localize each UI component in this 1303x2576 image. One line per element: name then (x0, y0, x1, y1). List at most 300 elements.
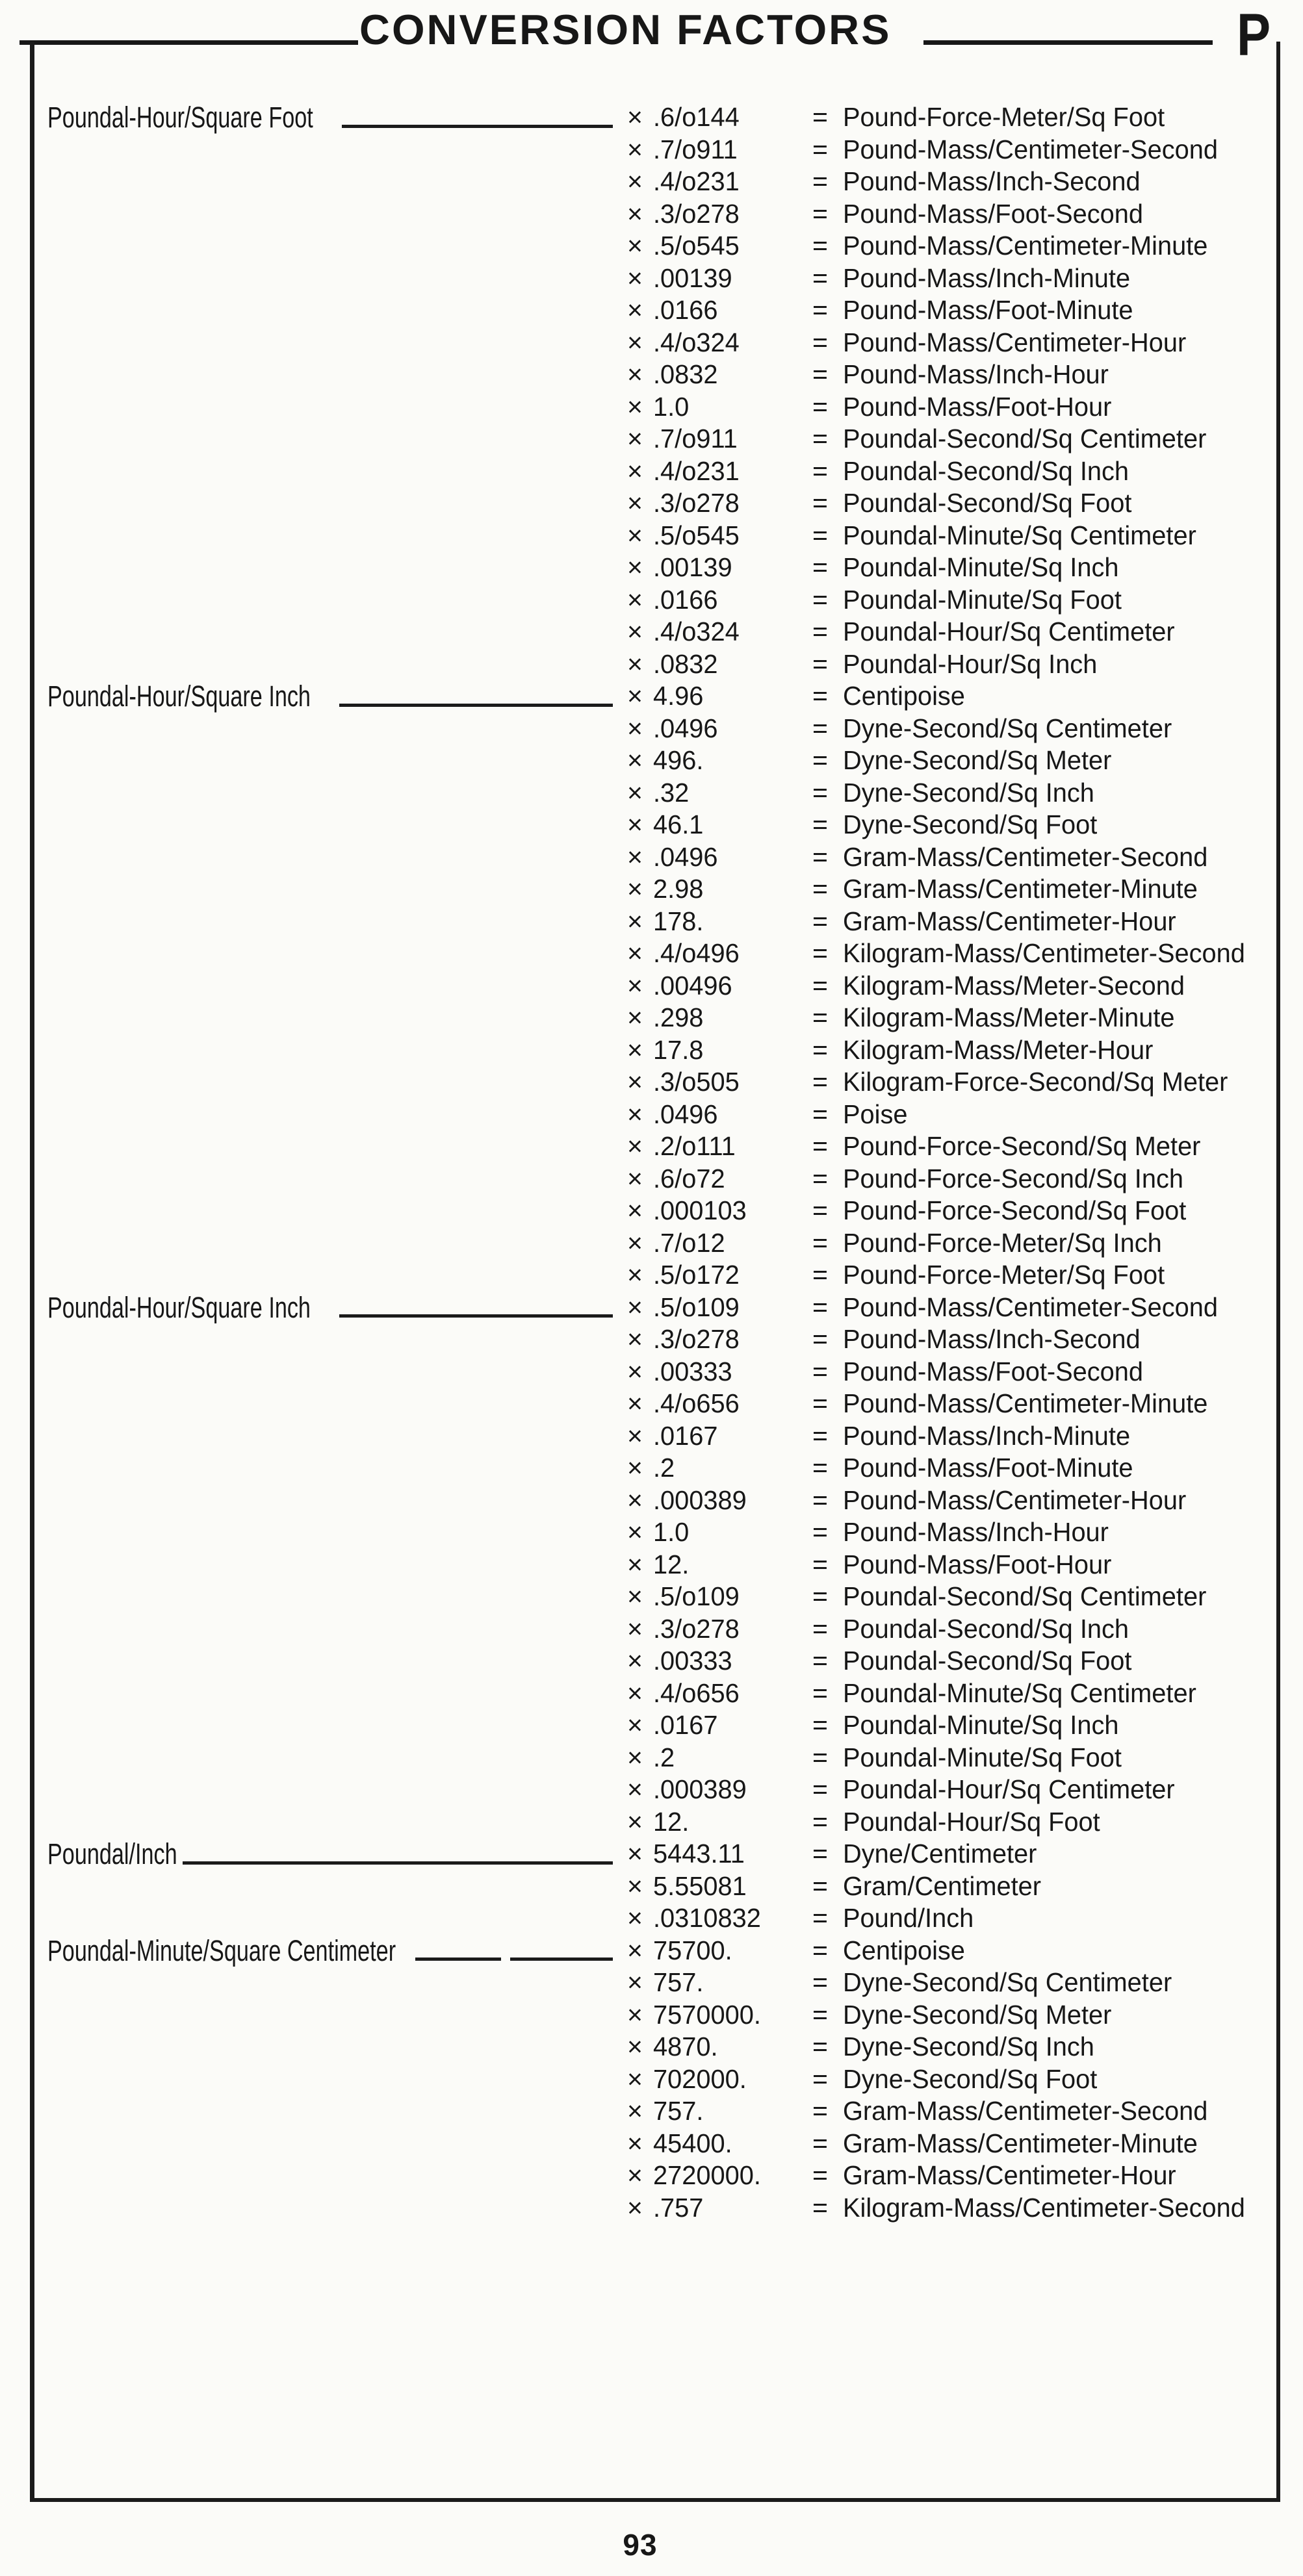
multiply-sign: × (627, 1839, 643, 1868)
factor-cell (627, 1099, 812, 1131)
section-label: Poundal-Minute/Square Centimeter (47, 1934, 396, 1967)
table-row (47, 680, 1276, 713)
unit-cell (812, 1838, 1276, 1870)
factor-cell (627, 648, 812, 681)
factor-value: .7/o911 (653, 134, 738, 164)
row-label-cell (47, 1099, 627, 1131)
factor-value: .4/o231 (653, 166, 740, 196)
multiply-sign: × (627, 391, 643, 422)
row-label-cell (47, 1838, 627, 1870)
factor-cell (627, 1581, 812, 1613)
multiply-sign: × (627, 424, 643, 453)
label-underline (339, 1314, 613, 1318)
factor-cell (627, 1452, 812, 1485)
factor-value: 5443.11 (653, 1839, 745, 1868)
unit-value: Pound-Mass/Foot-Minute (843, 295, 1133, 325)
table-row (47, 1163, 1276, 1195)
multiply-sign: × (627, 1260, 643, 1290)
row-label-cell (47, 2095, 627, 2128)
unit-value: Pound-Force-Meter/Sq Inch (843, 1227, 1162, 1258)
equals-sign: = (812, 648, 828, 679)
equals-sign: = (812, 1581, 828, 1611)
unit-value: Poundal-Second/Sq Inch (843, 455, 1129, 486)
table-row (47, 2095, 1276, 2128)
multiply-sign: × (627, 1485, 643, 1515)
unit-value: Pound/Inch (843, 1903, 974, 1933)
table-row (47, 166, 1276, 198)
row-label-cell (47, 101, 627, 134)
row-label-cell (47, 359, 627, 391)
multiply-sign: × (627, 359, 643, 389)
multiply-sign: × (627, 1034, 643, 1065)
multiply-sign: × (627, 552, 643, 582)
row-label-cell (47, 616, 627, 648)
factor-value: 702000. (653, 2063, 747, 2094)
row-label-cell (47, 1677, 627, 1710)
unit-cell (812, 648, 1276, 681)
equals-sign: = (812, 1002, 828, 1032)
factor-cell (627, 1195, 812, 1227)
factor-cell (627, 552, 812, 584)
factor-value: .0167 (653, 1420, 718, 1451)
factor-cell (627, 841, 812, 874)
equals-sign: = (812, 1903, 828, 1933)
row-label-cell (47, 713, 627, 745)
multiply-sign: × (627, 327, 643, 357)
unit-cell (812, 937, 1276, 970)
table-row (47, 262, 1276, 295)
equals-sign: = (812, 2032, 828, 2061)
multiply-sign: × (627, 1163, 643, 1193)
multiply-sign: × (627, 1324, 643, 1354)
row-label-cell (47, 2192, 627, 2225)
unit-value: Dyne/Centimeter (843, 1839, 1037, 1868)
equals-sign: = (812, 1870, 828, 1901)
equals-sign: = (812, 584, 828, 615)
unit-cell (812, 552, 1276, 584)
equals-sign: = (812, 970, 828, 1001)
row-label-cell (47, 1774, 627, 1806)
equals-sign: = (812, 1227, 828, 1258)
unit-cell (812, 2192, 1276, 2225)
multiply-sign: × (627, 617, 643, 646)
equals-sign: = (812, 2063, 828, 2094)
row-label-cell (47, 745, 627, 777)
equals-sign: = (812, 617, 828, 646)
factor-cell (627, 1356, 812, 1388)
row-label-cell (47, 2160, 627, 2192)
factor-value: .7/o12 (653, 1227, 725, 1258)
unit-value: Kilogram-Mass/Centimeter-Second (843, 2192, 1245, 2223)
equals-sign: = (812, 1195, 828, 1225)
factor-value: .4/o656 (653, 1677, 740, 1708)
unit-cell (812, 584, 1276, 617)
factor-cell (627, 230, 812, 262)
unit-value: Pound-Force-Meter/Sq Foot (843, 1260, 1165, 1290)
unit-value: Kilogram-Force-Second/Sq Meter (843, 1067, 1228, 1097)
row-label-cell (47, 2128, 627, 2160)
unit-value: Gram-Mass/Centimeter-Second (843, 841, 1208, 872)
factor-value: 75700. (653, 1935, 732, 1965)
unit-cell (812, 487, 1276, 520)
unit-value: Poise (843, 1099, 908, 1129)
factor-value: .5/o109 (653, 1581, 740, 1611)
multiply-sign: × (627, 231, 643, 261)
unit-cell (812, 1485, 1276, 1517)
unit-cell (812, 2063, 1276, 2096)
unit-cell (812, 1452, 1276, 1485)
factor-cell (627, 2063, 812, 2096)
factor-cell (627, 1163, 812, 1195)
unit-value: Pound-Mass/Foot-Minute (843, 1453, 1133, 1483)
row-label-cell (47, 166, 627, 198)
unit-value: Pound-Mass/Centimeter-Second (843, 1292, 1218, 1322)
unit-cell (812, 1645, 1276, 1677)
table-row (47, 1323, 1276, 1356)
factor-value: 2720000. (653, 2160, 761, 2190)
factor-cell (627, 809, 812, 841)
factor-cell (627, 1034, 812, 1067)
factor-value: .6/o72 (653, 1163, 725, 1193)
table-row (47, 1774, 1276, 1806)
equals-sign: = (812, 1485, 828, 1515)
multiply-sign: × (627, 1999, 643, 2030)
row-label-cell (47, 1742, 627, 1774)
unit-cell (812, 1581, 1276, 1613)
page-number: 93 (623, 2528, 658, 2562)
unit-value: Pound-Mass/Inch-Second (843, 166, 1141, 196)
multiply-sign: × (627, 1356, 643, 1386)
table-row (47, 2031, 1276, 2063)
table-row (47, 1292, 1276, 1324)
equals-sign: = (812, 810, 828, 839)
unit-cell (812, 166, 1276, 198)
multiply-sign: × (627, 1549, 643, 1579)
section-label: Poundal-Hour/Square Inch (47, 680, 311, 713)
unit-value: Kilogram-Mass/Meter-Minute (843, 1002, 1175, 1032)
table-row (47, 1549, 1276, 1581)
unit-value: Poundal-Minute/Sq Centimeter (843, 1677, 1196, 1708)
unit-value: Dyne-Second/Sq Meter (843, 1999, 1112, 2030)
multiply-sign: × (627, 1420, 643, 1451)
equals-sign: = (812, 938, 828, 968)
unit-value: Dyne-Second/Sq Inch (843, 777, 1094, 808)
table-row (47, 101, 1276, 134)
factor-value: .5/o545 (653, 231, 740, 261)
factor-cell (627, 1485, 812, 1517)
row-label-cell (47, 1002, 627, 1034)
multiply-sign: × (627, 584, 643, 615)
equals-sign: = (812, 713, 828, 743)
multiply-sign: × (627, 1453, 643, 1483)
table-row (47, 1935, 1276, 1967)
factor-value: .2 (653, 1742, 675, 1772)
unit-value: Poundal-Minute/Sq Foot (843, 584, 1122, 615)
row-label-cell (47, 327, 627, 359)
factor-value: .4/o324 (653, 617, 740, 646)
unit-cell (812, 1774, 1276, 1806)
equals-sign: = (812, 231, 828, 261)
multiply-sign: × (627, 1067, 643, 1097)
unit-value: Pound-Mass/Foot-Second (843, 198, 1144, 229)
factor-cell (627, 745, 812, 777)
unit-value: Pound-Mass/Centimeter-Second (843, 134, 1218, 164)
factor-value: 4870. (653, 2032, 718, 2061)
multiply-sign: × (627, 2096, 643, 2126)
table-row (47, 359, 1276, 391)
unit-value: Gram-Mass/Centimeter-Minute (843, 874, 1198, 904)
factor-value: .000389 (653, 1774, 747, 1804)
equals-sign: = (812, 1935, 828, 1965)
factor-value: .000103 (653, 1195, 747, 1225)
row-label-cell (47, 1709, 627, 1742)
factor-cell (627, 294, 812, 327)
equals-sign: = (812, 1999, 828, 2030)
factor-value: .4/o496 (653, 938, 740, 968)
unit-value: Dyne-Second/Sq Centimeter (843, 713, 1172, 743)
factor-cell (627, 520, 812, 552)
table-row (47, 1709, 1276, 1742)
factor-cell (627, 1516, 812, 1549)
factor-value: .00139 (653, 262, 732, 293)
multiply-sign: × (627, 262, 643, 293)
equals-sign: = (812, 295, 828, 325)
factor-value: .3/o278 (653, 1324, 740, 1354)
unit-cell (812, 1549, 1276, 1581)
multiply-sign: × (627, 2128, 643, 2158)
equals-sign: = (812, 198, 828, 229)
table-row (47, 455, 1276, 488)
factor-cell (627, 2128, 812, 2160)
unit-value: Pound-Mass/Inch-Hour (843, 359, 1109, 389)
factor-value: .5/o109 (653, 1292, 740, 1322)
unit-cell (812, 906, 1276, 938)
equals-sign: = (812, 2128, 828, 2158)
row-label-cell (47, 777, 627, 810)
factor-cell (627, 134, 812, 166)
row-label-cell (47, 1066, 627, 1099)
unit-value: Poundal-Minute/Sq Centimeter (843, 520, 1196, 550)
equals-sign: = (812, 1967, 828, 1997)
table-row (47, 487, 1276, 520)
table-row (47, 1999, 1276, 2032)
unit-value: Pound-Force-Second/Sq Foot (843, 1195, 1187, 1225)
multiply-sign: × (627, 970, 643, 1001)
table-row (47, 1838, 1276, 1870)
label-underline (342, 125, 613, 128)
unit-cell (812, 970, 1276, 1002)
factor-cell (627, 2160, 812, 2192)
unit-value: Poundal-Second/Sq Foot (843, 488, 1132, 518)
unit-value: Gram-Mass/Centimeter-Minute (843, 2128, 1198, 2158)
table-row (47, 713, 1276, 745)
row-label-cell (47, 1292, 627, 1324)
equals-sign: = (812, 841, 828, 872)
table-row (47, 584, 1276, 617)
unit-cell (812, 1099, 1276, 1131)
table-row (47, 777, 1276, 810)
unit-value: Poundal-Second/Sq Foot (843, 1646, 1132, 1676)
row-label-cell (47, 841, 627, 874)
unit-cell (812, 230, 1276, 262)
factor-value: 1.0 (653, 391, 690, 422)
row-label-cell (47, 1806, 627, 1839)
factor-cell (627, 906, 812, 938)
unit-cell (812, 873, 1276, 906)
unit-cell (812, 1420, 1276, 1453)
equals-sign: = (812, 520, 828, 550)
multiply-sign: × (627, 1195, 643, 1225)
multiply-sign: × (627, 1646, 643, 1676)
factor-value: .298 (653, 1002, 704, 1032)
unit-value: Kilogram-Mass/Meter-Hour (843, 1034, 1154, 1065)
content-box (30, 42, 1280, 2502)
unit-cell (812, 455, 1276, 488)
unit-cell (812, 2095, 1276, 2128)
multiply-sign: × (627, 938, 643, 968)
multiply-sign: × (627, 1517, 643, 1547)
row-label-cell (47, 391, 627, 424)
unit-value: Gram-Mass/Centimeter-Hour (843, 906, 1176, 936)
unit-cell (812, 2128, 1276, 2160)
factor-value: 45400. (653, 2128, 732, 2158)
equals-sign: = (812, 262, 828, 293)
equals-sign: = (812, 424, 828, 453)
factor-value: .00496 (653, 970, 732, 1001)
unit-value: Poundal-Second/Sq Centimeter (843, 1581, 1207, 1611)
equals-sign: = (812, 1646, 828, 1676)
row-label-cell (47, 1388, 627, 1420)
equals-sign: = (812, 777, 828, 808)
factor-cell (627, 1613, 812, 1646)
unit-value: Pound-Force-Second/Sq Meter (843, 1131, 1201, 1161)
table-row (47, 1806, 1276, 1839)
equals-sign: = (812, 359, 828, 389)
unit-value: Pound-Mass/Inch-Minute (843, 262, 1131, 293)
factor-cell (627, 1902, 812, 1935)
equals-sign: = (812, 1324, 828, 1354)
multiply-sign: × (627, 102, 643, 132)
row-label-cell (47, 1452, 627, 1485)
factor-value: 12. (653, 1806, 690, 1837)
unit-value: Gram-Mass/Centimeter-Second (843, 2096, 1208, 2126)
factor-value: 1.0 (653, 1517, 690, 1547)
multiply-sign: × (627, 1292, 643, 1322)
equals-sign: = (812, 166, 828, 196)
factor-value: .0166 (653, 584, 718, 615)
row-label-cell (47, 1195, 627, 1227)
multiply-sign: × (627, 1099, 643, 1129)
multiply-sign: × (627, 1903, 643, 1933)
table-row (47, 1356, 1276, 1388)
table-row (47, 809, 1276, 841)
equals-sign: = (812, 1099, 828, 1129)
table-row (47, 1870, 1276, 1903)
unit-value: Dyne-Second/Sq Foot (843, 2063, 1098, 2094)
factor-value: .7/o911 (653, 424, 738, 453)
table-row (47, 1613, 1276, 1646)
table-row (47, 391, 1276, 424)
table-row (47, 1002, 1276, 1034)
equals-sign: = (812, 745, 828, 775)
unit-value: Gram-Mass/Centimeter-Hour (843, 2160, 1176, 2190)
row-label-cell (47, 1485, 627, 1517)
unit-cell (812, 359, 1276, 391)
factor-cell (627, 937, 812, 970)
row-label-cell (47, 520, 627, 552)
equals-sign: = (812, 1034, 828, 1065)
unit-value: Centipoise (843, 681, 965, 711)
factor-cell (627, 1420, 812, 1453)
row-label-cell (47, 1227, 627, 1260)
equals-sign: = (812, 2160, 828, 2190)
row-label-cell (47, 1967, 627, 1999)
factor-cell (627, 1323, 812, 1356)
unit-cell (812, 1356, 1276, 1388)
factor-cell (627, 2095, 812, 2128)
equals-sign: = (812, 488, 828, 518)
row-label-cell (47, 1516, 627, 1549)
label-underline (415, 1958, 501, 1961)
factor-cell (627, 1935, 812, 1967)
factor-value: .000389 (653, 1485, 747, 1515)
row-label-cell (47, 680, 627, 713)
multiply-sign: × (627, 1131, 643, 1161)
table-row (47, 423, 1276, 455)
table-row (47, 2160, 1276, 2192)
row-label-cell (47, 230, 627, 262)
factor-cell (627, 423, 812, 455)
multiply-sign: × (627, 455, 643, 486)
factor-cell (627, 1806, 812, 1839)
table-row (47, 1516, 1276, 1549)
unit-cell (812, 1292, 1276, 1324)
table-row (47, 552, 1276, 584)
factor-cell (627, 873, 812, 906)
factor-value: .2/o111 (653, 1131, 736, 1161)
row-label-cell (47, 134, 627, 166)
row-label-cell (47, 1870, 627, 1903)
row-label-cell (47, 262, 627, 295)
factor-cell (627, 1388, 812, 1420)
row-label-cell (47, 937, 627, 970)
multiply-sign: × (627, 874, 643, 904)
row-label-cell (47, 552, 627, 584)
unit-cell (812, 809, 1276, 841)
multiply-sign: × (627, 198, 643, 229)
table-row (47, 1967, 1276, 1999)
factor-cell (627, 1066, 812, 1099)
factor-cell (627, 1709, 812, 1742)
factor-cell (627, 777, 812, 810)
row-label-cell (47, 2031, 627, 2063)
factor-value: .5/o172 (653, 1260, 740, 1290)
table-row (47, 970, 1276, 1002)
unit-value: Dyne-Second/Sq Centimeter (843, 1967, 1172, 1997)
row-label-cell (47, 1323, 627, 1356)
equals-sign: = (812, 906, 828, 936)
multiply-sign: × (627, 1742, 643, 1772)
equals-sign: = (812, 1839, 828, 1868)
multiply-sign: × (627, 2192, 643, 2223)
section-letter: P (1237, 9, 1273, 65)
page-title: CONVERSION FACTORS (359, 6, 892, 53)
unit-cell (812, 1742, 1276, 1774)
factor-value: .4/o324 (653, 327, 740, 357)
multiply-sign: × (627, 2160, 643, 2190)
factor-value: .00333 (653, 1646, 732, 1676)
table-row (47, 134, 1276, 166)
